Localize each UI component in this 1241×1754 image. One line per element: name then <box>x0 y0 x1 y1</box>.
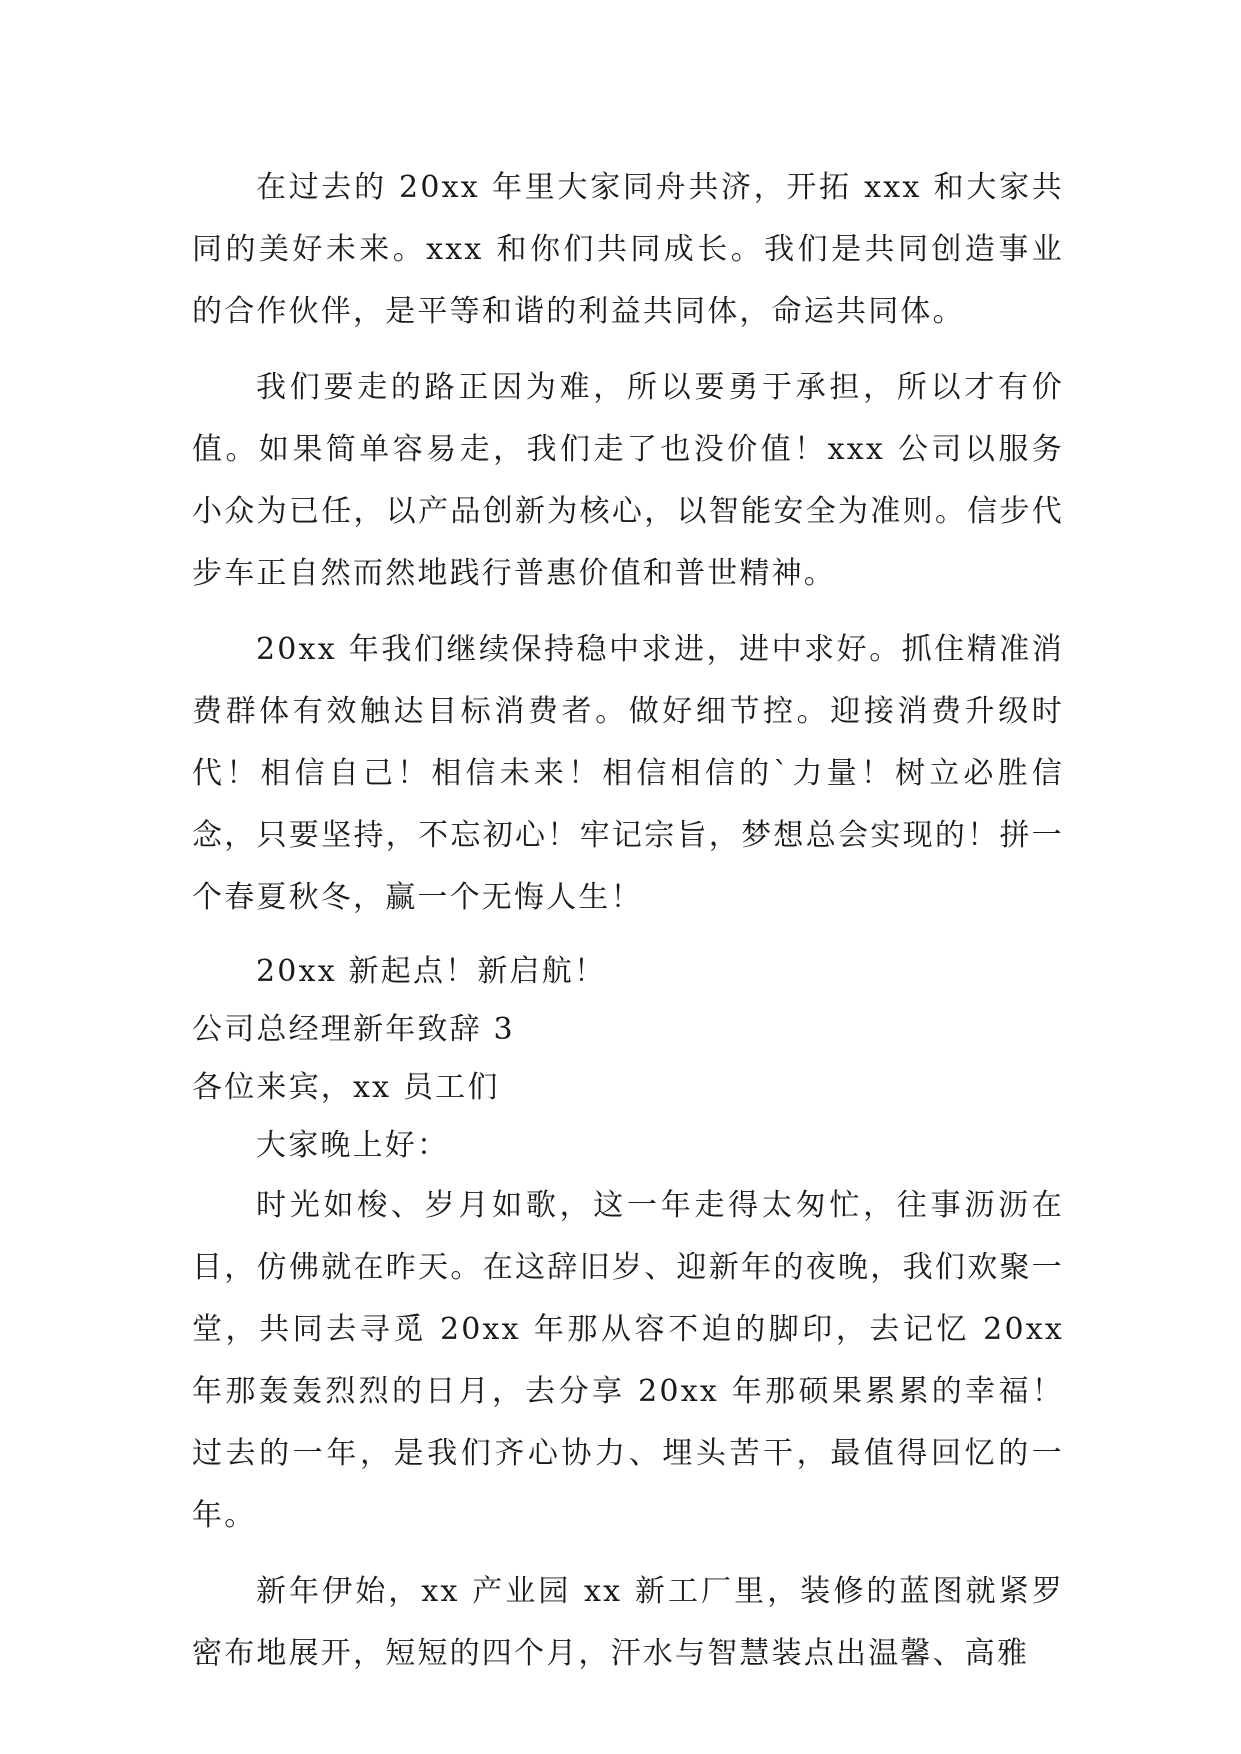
salutation: 各位来宾，xx 员工们 <box>192 1070 500 1105</box>
document-body <box>192 157 1064 1685</box>
paragraph: 我们要走的路正因为难，所以要勇于承担，所以才有价值。如果简单容易走，我们走了也没价值！xxx 公司以服务小众为已任，以产品创新为核心，以智能安全为准则。信步代步车正自然而然地践行普惠价值和普世精神。 <box>192 370 1064 591</box>
greeting: 大家晚上好： <box>256 1128 450 1163</box>
paragraph: 在过去的 20xx 年里大家同舟共济，开拓 xxx 和大家共同的美好未来。xxx 和你们共同成长。我们是共同创造事业的合作伙伴，是平等和谐的利益共同体，命运共同体。 <box>192 170 1064 329</box>
paragraph: 时光如梭、岁月如歌，这一年走得太匆忙，往事沥沥在目，仿佛就在昨天。在这辞旧岁、迎新年的夜晚，我们欢聚一堂，共同去寻觅 20xx 年那从容不迫的脚印，去记忆 20xx 年那轰轰烈烈的日月，去分享 20xx 年那硕果累累的幸福！过去的一年，是我们齐心协力、埋头苦干，最值得回忆的一年。 <box>192 1188 1064 1533</box>
paragraph: 20xx 新起点！新启航！ <box>256 954 607 989</box>
paragraph: 20xx 年我们继续保持稳中求进，进中求好。抓住精准消费群体有效触达目标消费者。做好细节控。迎接消费升级时代！相信自己！相信未来！相信相信的`力量！树立必胜信念，只要坚持，不忘初心！牢记宗旨，梦想总会实现的！拼一个春夏秋冬，赢一个无悔人生！ <box>192 632 1064 915</box>
section-heading: 公司总经理新年致辞 3 <box>192 1012 515 1047</box>
paragraph: 新年伊始，xx 产业园 xx 新工厂里，装修的蓝图就紧罗密布地展开，短短的四个月，汗水与智慧装点出温馨、高雅 <box>192 1574 1064 1671</box>
